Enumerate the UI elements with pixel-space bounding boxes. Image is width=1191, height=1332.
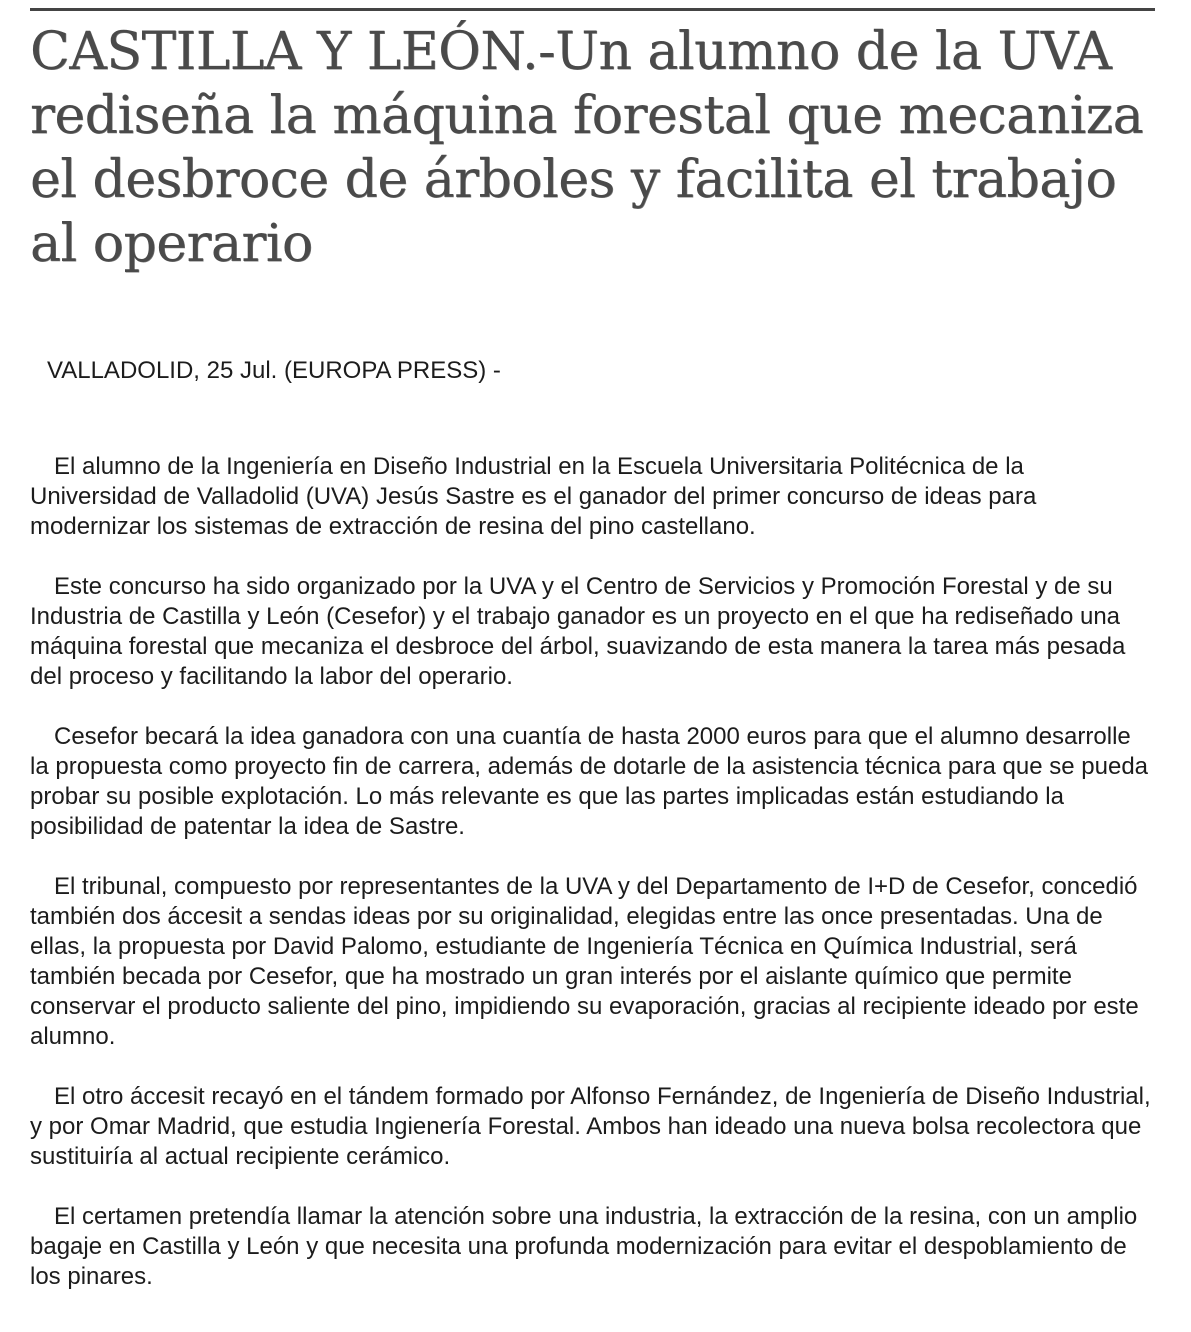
article-body	[30, 452, 1155, 1322]
dateline: VALLADOLID, 25 Jul. (EUROPA PRESS) -	[47, 357, 501, 384]
headline: CASTILLA Y LEÓN.-Un alumno de la UVA rediseña la máquina forestal que mecaniza el desbroce de árboles y facilita el trabajo al operario	[30, 22, 1144, 274]
paragraph-2: Este concurso ha sido organizado por la UVA y el Centro de Servicios y Promoción Forestal y de su Industria de Castilla y León (Cesefor) y el trabajo ganador es un proyecto en el que ha rediseñado una máquina forestal que mecaniza el desbroce del árbol, suavizando de esta manera la tarea más pesada del proceso y facilitando la labor del operario.	[30, 573, 1126, 690]
paragraph-4: El tribunal, compuesto por representantes de la UVA y del Departamento de I+D de Cesefor, concedió también dos áccesit a sendas ideas por su originalidad, elegidas entre las once presentadas. Una de ellas, la propuesta por David Palomo, estudiante de Ingeniería Técnica en Química Industrial, será también becada por Cesefor, que ha mostrado un gran interés por el aislante químico que permite conservar el producto saliente del pino, impidiendo su evaporación, gracias al recipiente ideado por este alumno.	[30, 873, 1139, 1050]
paragraph-1: El alumno de la Ingeniería en Diseño Industrial en la Escuela Universitaria Politécnica de la Universidad de Valladolid (UVA) Jesús Sastre es el ganador del primer concurso de ideas para modernizar los sistemas de extracción de resina del pino castellano.	[30, 453, 1037, 540]
top-rule-divider	[30, 8, 1155, 11]
paragraph-6: El certamen pretendía llamar la atención sobre una industria, la extracción de la resina, con un amplio bagaje en Castilla y León y que necesita una profunda modernización para evitar el despoblamiento de los pinares.	[30, 1203, 1138, 1290]
paragraph-3: Cesefor becará la idea ganadora con una cuantía de hasta 2000 euros para que el alumno desarrolle la propuesta como proyecto fin de carrera, además de dotarle de la asistencia técnica para que se pueda probar su posible explotación. Lo más relevante es que las partes implicadas están estudiando la posibilidad de patentar la idea de Sastre.	[30, 723, 1149, 840]
paragraph-5: El otro áccesit recayó en el tándem formado por Alfonso Fernández, de Ingeniería de Diseño Industrial, y por Omar Madrid, que estudia Ingienería Forestal. Ambos han ideado una nueva bolsa recolectora que sustituiría al actual recipiente cerámico.	[30, 1083, 1151, 1170]
